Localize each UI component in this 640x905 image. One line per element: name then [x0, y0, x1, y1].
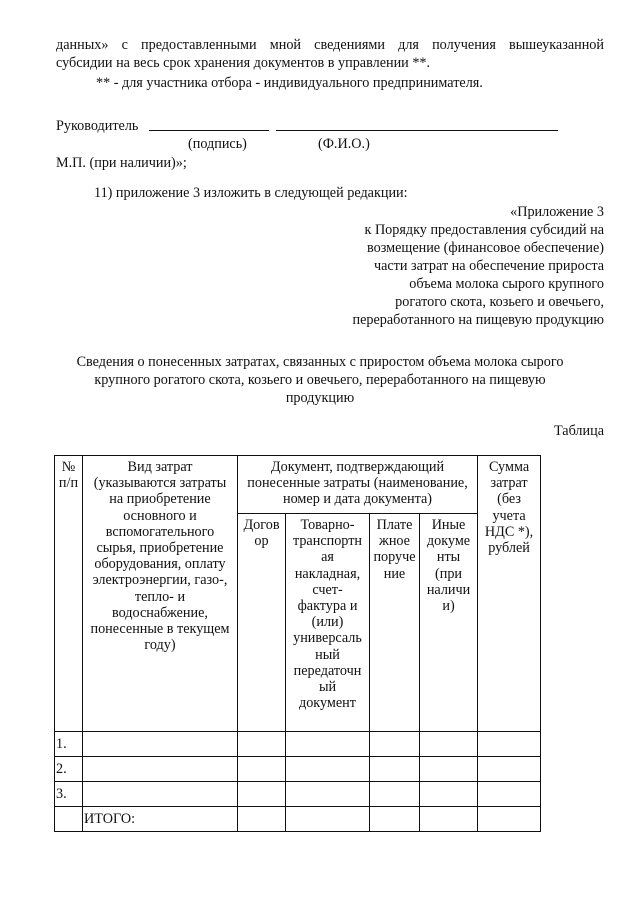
title-line: продукцию: [285, 390, 355, 406]
header-cost-type: Вид затрат (указываются затраты на приобретение основного и вспомогательного сырья, приобретение оборудования, оплату электроэнергии, газо-, тепло- и водоснабжение, понесенные в текущем году): [83, 456, 238, 732]
subheader-other-docs: Иные докуме нты (при наличи и): [420, 514, 478, 732]
table-cell[interactable]: [286, 757, 370, 782]
head-label: Руководитель: [56, 118, 139, 134]
subheader-contract: Догов ор: [238, 514, 286, 732]
table-cell[interactable]: [83, 757, 238, 782]
table-cell[interactable]: [83, 782, 238, 807]
appendix-line: к Порядку предоставления субсидий на: [364, 222, 604, 238]
signature-line: [149, 129, 269, 131]
table-row: [55, 757, 541, 782]
appendix-line: «Приложение 3: [510, 204, 604, 220]
appendix-line: рогатого скота, козьего и овечьего,: [395, 294, 604, 310]
table-cell[interactable]: [420, 782, 478, 807]
table-cell[interactable]: [370, 757, 420, 782]
paragraph-line: данных» с предоставленными мной сведениями для получения вышеуказанной: [56, 37, 604, 53]
table-cell[interactable]: [370, 807, 420, 832]
table-cell[interactable]: [238, 757, 286, 782]
appendix-line: объема молока сырого крупного: [409, 276, 604, 292]
footnote-text: ** - для участника отбора - индивидуального предпринимателя.: [96, 75, 483, 91]
total-row: [55, 807, 541, 832]
table-cell[interactable]: [238, 807, 286, 832]
table-cell[interactable]: [238, 782, 286, 807]
row-number: 1.: [55, 732, 83, 757]
name-caption: (Ф.И.О.): [318, 136, 370, 152]
table-cell[interactable]: [286, 807, 370, 832]
table-cell[interactable]: [286, 732, 370, 757]
table-cell[interactable]: [286, 782, 370, 807]
appendix-line: возмещение (финансовое обеспечение): [367, 240, 604, 256]
header-sum: Сумма затрат (без учета НДС *), рублей: [478, 456, 541, 732]
table-row: [55, 732, 541, 757]
table-cell[interactable]: [420, 807, 478, 832]
table-cell[interactable]: [478, 757, 541, 782]
row-number: 2.: [55, 757, 83, 782]
signature-caption: (подпись): [188, 136, 247, 152]
table-cell[interactable]: [420, 732, 478, 757]
subheader-payment-order: Плате жное поруче ние: [370, 514, 420, 732]
table-cell[interactable]: [83, 732, 238, 757]
document-title: [40, 353, 600, 407]
row-number: 3.: [55, 782, 83, 807]
costs-table: [54, 455, 541, 832]
stamp-label: М.П. (при наличии)»;: [56, 155, 187, 171]
paragraph-line: субсидии на весь срок хранения документов в управлении **.: [56, 55, 431, 71]
table-cell: [55, 807, 83, 832]
total-label: ИТОГО:: [83, 807, 238, 832]
header-num: № п/п: [55, 456, 83, 732]
appendix-line: части затрат на обеспечение прироста: [373, 258, 604, 274]
title-line: Сведения о понесенных затратах, связанных с приростом объема молока сырого: [76, 354, 564, 370]
table-cell[interactable]: [370, 732, 420, 757]
subheader-waybill: Товарно- транспортн ая накладная, счет- фактура и (или) универсаль ный передаточн ый документ: [286, 514, 370, 732]
table-cell[interactable]: [420, 757, 478, 782]
table-label: Таблица: [553, 423, 604, 439]
header-document: Документ, подтверждающий понесенные затраты (наименование, номер и дата документа): [238, 456, 478, 514]
table-cell[interactable]: [478, 807, 541, 832]
table-cell[interactable]: [238, 732, 286, 757]
name-line: [276, 129, 558, 131]
appendix-header: [352, 203, 604, 329]
table-row: [55, 782, 541, 807]
title-line: крупного рогатого скота, козьего и овечьего, переработанного на пищевую: [94, 372, 546, 388]
table-cell[interactable]: [478, 782, 541, 807]
table-cell[interactable]: [370, 782, 420, 807]
amendment-item: 11) приложение 3 изложить в следующей редакции:: [94, 185, 408, 201]
appendix-line: переработанного на пищевую продукцию: [352, 312, 604, 328]
table-cell[interactable]: [478, 732, 541, 757]
